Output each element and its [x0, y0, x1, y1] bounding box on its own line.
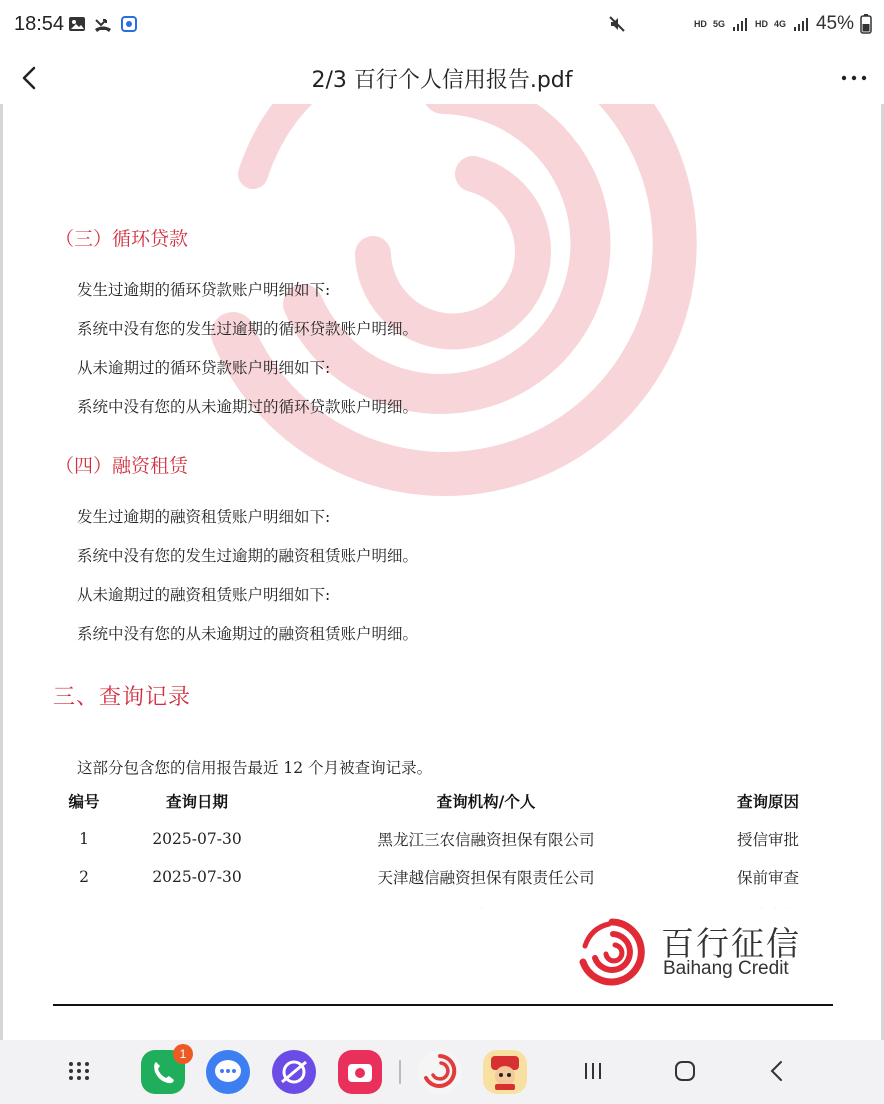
- internet-app-icon[interactable]: [272, 1050, 316, 1094]
- revolving-never-none: 系统中没有您的从未逾期过的循环贷款账户明细。: [77, 398, 419, 416]
- cell-org: 黑龙江三农信融资担保有限公司: [377, 831, 595, 849]
- query-records-heading: 三、查询记录: [53, 685, 192, 710]
- app-bar: [0, 52, 884, 104]
- leasing-overdue-none: 系统中没有您的发生过逾期的融资租赁账户明细。: [77, 547, 419, 565]
- status-system-icons: [608, 13, 872, 35]
- column-header-date: 查询日期: [165, 792, 228, 811]
- missed-call-icon: [94, 15, 112, 33]
- baihang-app-glyph-icon: [418, 1050, 462, 1094]
- cell-reason: 保前审查: [736, 869, 799, 887]
- 5g-signal-icon: [731, 15, 749, 33]
- pdf-page-3: [3, 908, 881, 1040]
- query-intro: 这部分包含您的信用报告最近 12 个月被查询记录。: [77, 759, 433, 777]
- document-title: 2/3 百行个人信用报告.pdf: [311, 68, 573, 93]
- red-app-icon[interactable]: [483, 1050, 527, 1094]
- revolving-overdue-none: 系统中没有您的发生过逾期的循环贷款账户明细。: [77, 320, 419, 338]
- leasing-heading: （四）融资租赁: [55, 455, 189, 477]
- home-icon[interactable]: [670, 1056, 700, 1086]
- network-5g-label: 5G: [712, 18, 725, 29]
- baihang-logo-icon: [575, 916, 649, 988]
- more-vertical-icon[interactable]: [838, 62, 870, 94]
- app-notification-icon: [120, 15, 138, 33]
- baihang-app-icon[interactable]: [418, 1050, 462, 1094]
- column-header-reason: 查询原因: [736, 792, 799, 811]
- brand-name-cn: 百行征信: [661, 924, 801, 963]
- planet-icon: [272, 1050, 316, 1094]
- leasing-never-label: 从未逾期过的融资租赁账户明细如下:: [77, 586, 331, 604]
- leasing-overdue-label: 发生过逾期的融资租赁账户明细如下:: [77, 508, 331, 526]
- revolving-never-label: 从未逾期过的循环贷款账户明细如下:: [77, 359, 331, 377]
- camera-glyph-icon: [338, 1050, 382, 1094]
- revolving-overdue-label: 发生过逾期的循环贷款账户明细如下:: [77, 281, 331, 299]
- back-icon[interactable]: [762, 1056, 792, 1086]
- apps-grid-icon[interactable]: [64, 1056, 94, 1086]
- revolving-loan-heading: （三）循环贷款: [55, 228, 189, 250]
- battery-icon: [860, 14, 872, 34]
- hd-label: HD: [693, 18, 707, 29]
- table-row: [53, 820, 843, 858]
- header-rule: [53, 1004, 833, 1006]
- cell-date: 2025-07-30: [152, 830, 242, 848]
- status-time: 18:54: [14, 13, 65, 35]
- phone-app-icon[interactable]: [141, 1047, 187, 1094]
- network-4g-label: 4G: [773, 18, 786, 29]
- phone-badge: 1: [173, 1044, 193, 1064]
- status-notification-icons: [68, 15, 138, 33]
- brand-name-en: Baihang Credit: [663, 958, 789, 979]
- recent-apps-icon[interactable]: [578, 1056, 608, 1086]
- column-header-org: 查询机构/个人: [436, 792, 536, 811]
- character-app-glyph-icon: [483, 1050, 527, 1094]
- hd-label-2: HD: [754, 18, 768, 29]
- status-bar: [0, 0, 884, 52]
- table-header-row: [53, 782, 843, 820]
- table-row: [53, 858, 843, 896]
- chat-bubble-icon: [206, 1050, 250, 1094]
- dock-divider: [399, 1060, 401, 1084]
- navigation-bar: [0, 1040, 884, 1104]
- cell-org: 天津越信融资担保有限责任公司: [377, 869, 595, 887]
- messages-app-icon[interactable]: [206, 1050, 250, 1094]
- leasing-never-none: 系统中没有您的从未逾期过的融资租赁账户明细。: [77, 625, 419, 643]
- battery-percent: 45%: [815, 13, 854, 34]
- pdf-page-2: [3, 104, 881, 1002]
- column-header-no: 编号: [68, 792, 100, 811]
- baihang-watermark-logo: [173, 104, 713, 514]
- cell-reason: 授信审批: [736, 831, 799, 849]
- mute-icon: [608, 15, 626, 33]
- cell-no: 2: [79, 868, 89, 886]
- cell-no: 1: [79, 830, 89, 848]
- pdf-viewer[interactable]: [0, 104, 884, 1040]
- camera-app-icon[interactable]: [338, 1050, 382, 1094]
- cell-date: 2025-07-30: [152, 868, 242, 886]
- image-icon: [68, 15, 86, 33]
- 4g-signal-icon: [792, 15, 810, 33]
